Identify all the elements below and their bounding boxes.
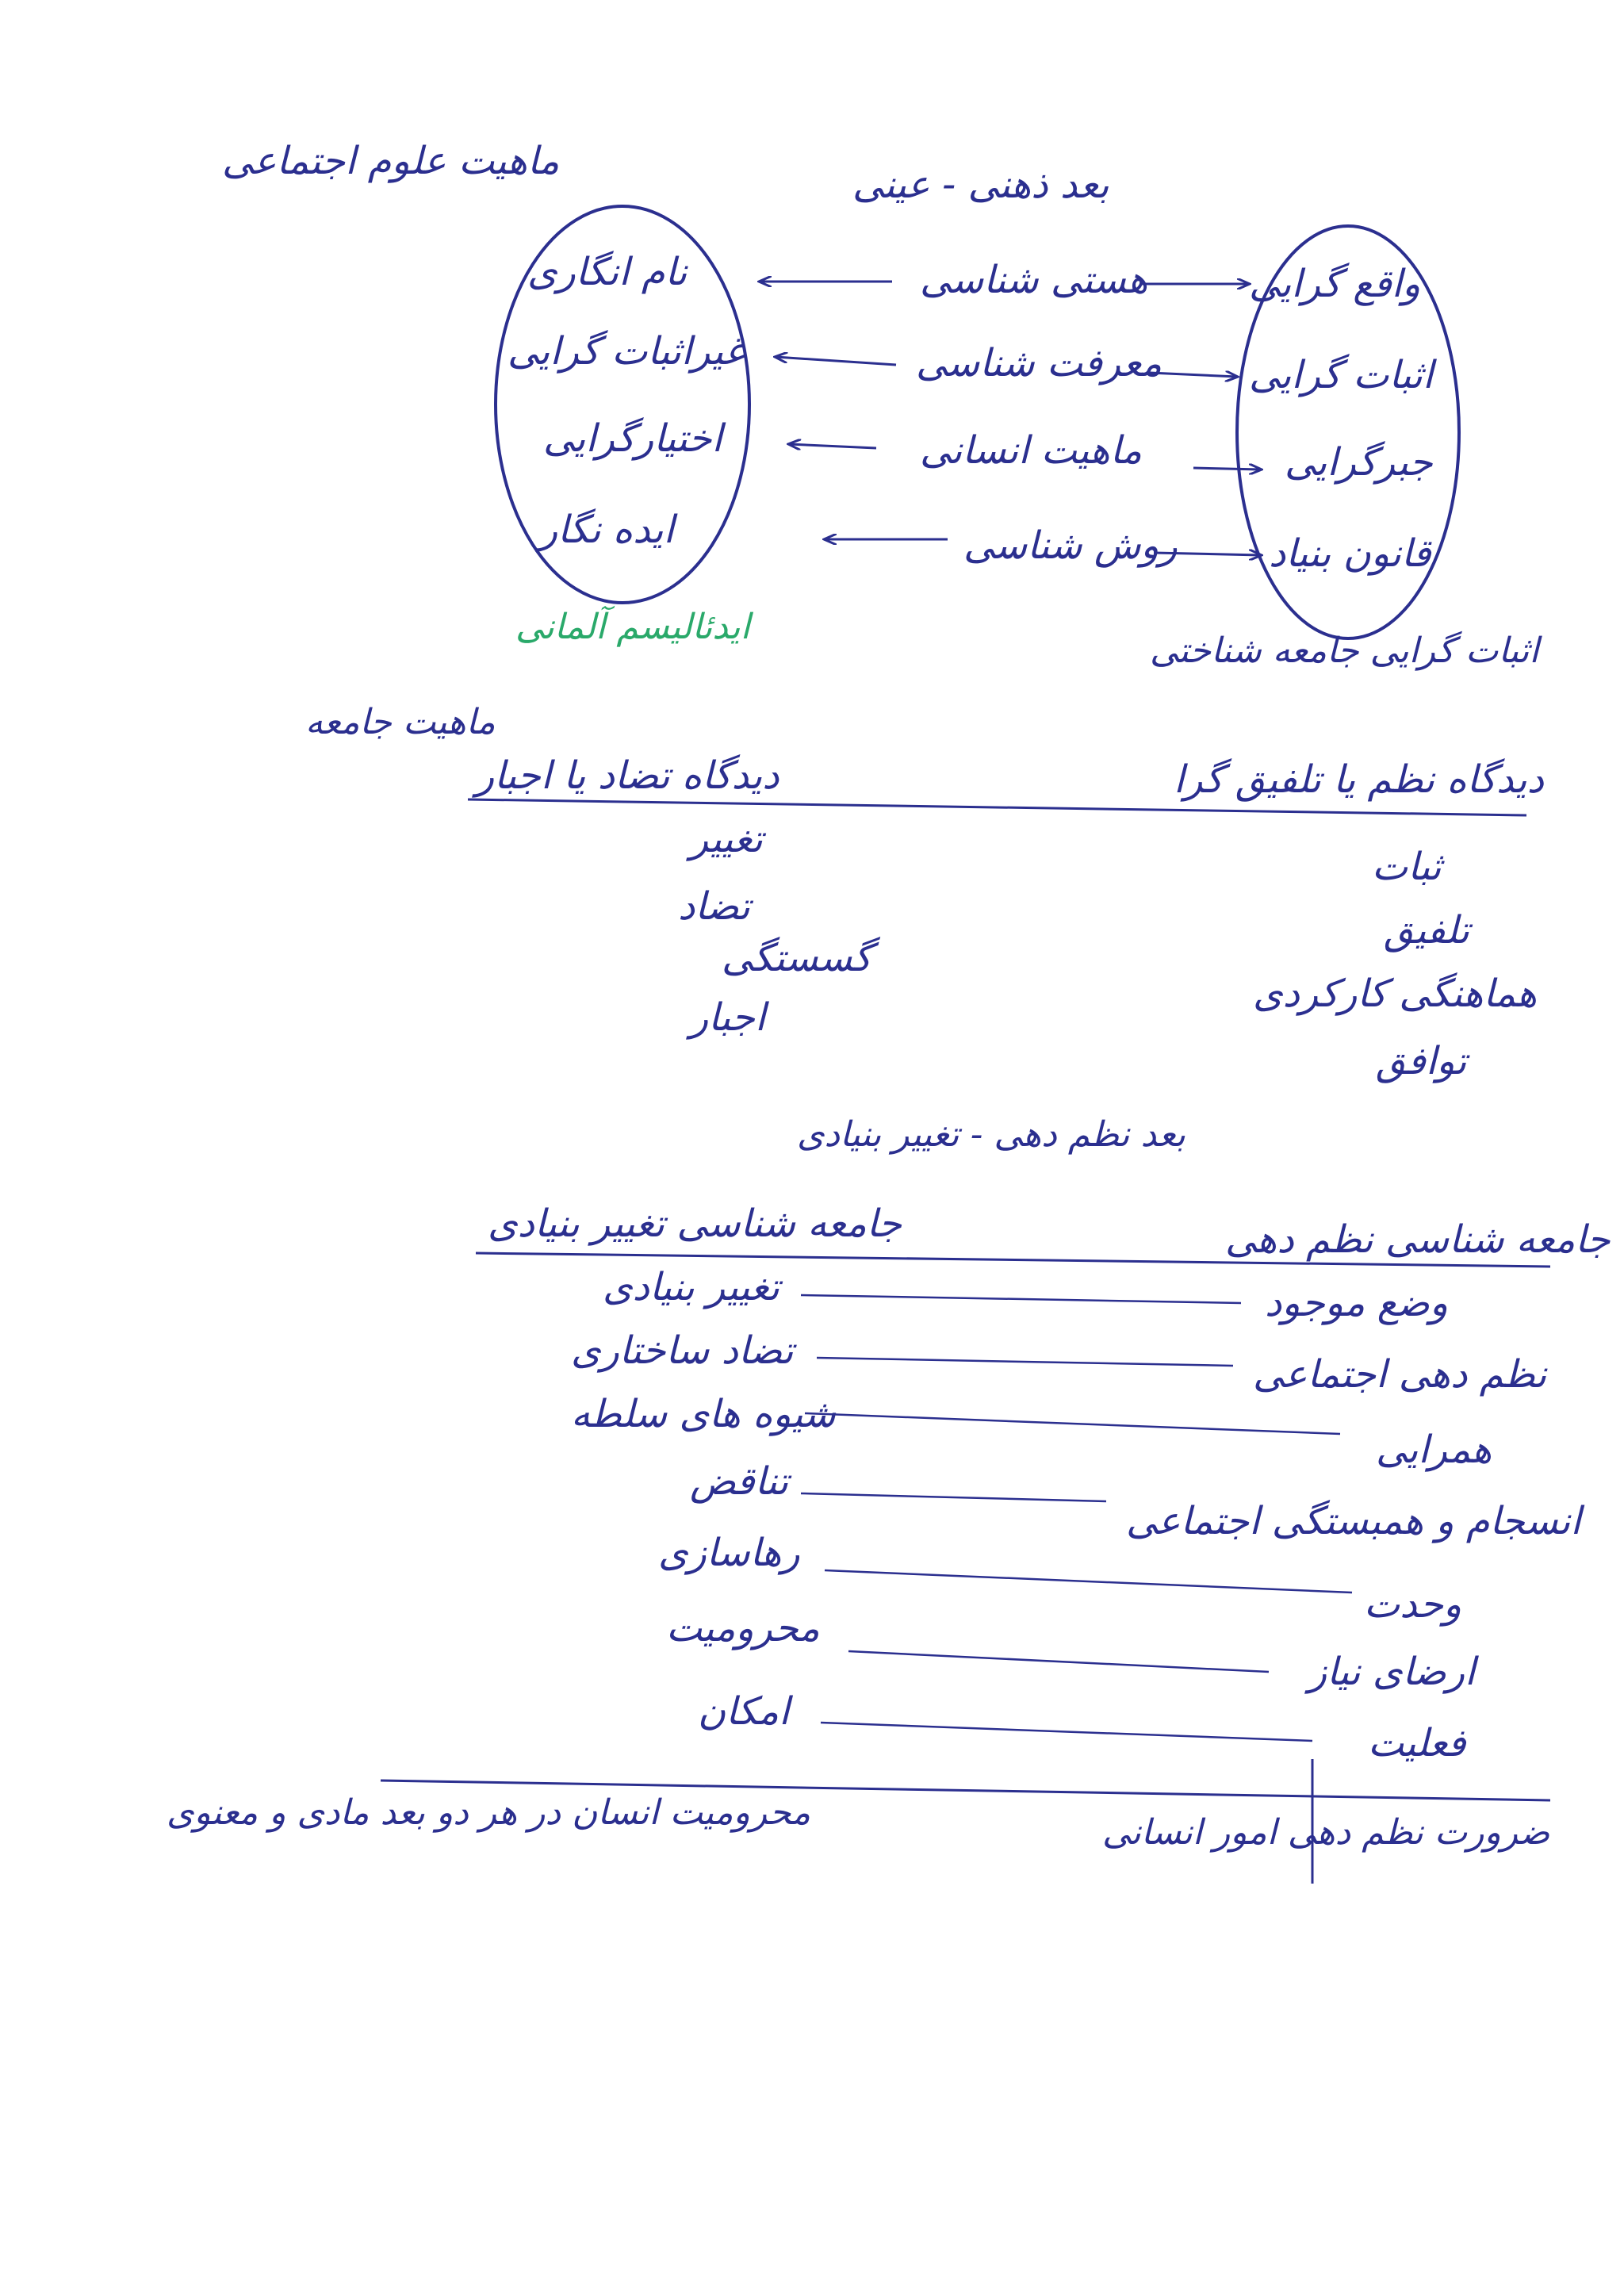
pair-line-1 (801, 1295, 1241, 1303)
left-item: نام انگاری (527, 250, 688, 294)
section3-right-header: جامعه شناسی نظم دهی (1225, 1217, 1611, 1262)
pair-line-3 (805, 1413, 1340, 1434)
arrow-3-right (1193, 468, 1261, 470)
right-item: اثبات گرایی (1249, 353, 1434, 397)
page-topic: ماهیت علوم اجتماعی (222, 139, 560, 183)
arrow-label: ماهیت انسانی (920, 428, 1143, 473)
dimension-title: بعد ذهنی - عینی (852, 163, 1109, 207)
section3-right-item: انسجام و همبستگی اجتماعی (1126, 1499, 1581, 1543)
left-item: اختیارگرایی (543, 416, 722, 461)
section2-rule (468, 799, 1526, 815)
arrow-3-left (789, 444, 876, 448)
arrow-2-right (1150, 373, 1237, 377)
arrow-label: روش شناسی (963, 523, 1178, 568)
pair-line-4 (801, 1493, 1106, 1501)
section3-left-item: تناقض (690, 1459, 789, 1504)
right-item: جبرگرایی (1285, 440, 1433, 485)
section2-right-item: توافق (1376, 1039, 1467, 1083)
section3-left-item: تضاد ساختاری (571, 1328, 794, 1373)
section3-left-item: رهاسازی (658, 1531, 800, 1575)
footer-right-note: ضرورت نظم دهی امور انسانی (1102, 1812, 1550, 1853)
pair-line-6 (848, 1651, 1269, 1672)
right-caption: اثبات گرایی جامعه شناختی (1150, 631, 1539, 671)
section3-right-item: وحدت (1364, 1582, 1462, 1627)
section3-left-item: تغییر بنیادی (603, 1265, 780, 1309)
section2-left-item: تغییر (690, 817, 763, 861)
section3-right-item: فعلیت (1368, 1721, 1466, 1765)
section3-right-item: ارضای نیاز (1308, 1650, 1476, 1694)
footer-left-note: محرومیت انسان در هر دو بعد مادی و معنوی (167, 1792, 811, 1833)
section2-right-item: تلفیق (1384, 908, 1470, 953)
arrow-label: معرفت شناسی (916, 341, 1162, 385)
pair-line-5 (825, 1570, 1352, 1593)
pair-line-2 (817, 1358, 1233, 1366)
section2-left-header: دیدگاه تضاد یا اجبار (476, 753, 779, 798)
section3-title: بعد نظم دهی - تغییر بنیادی (797, 1114, 1186, 1155)
section3-right-item: وضع موجود (1265, 1281, 1449, 1325)
pair-line-7 (821, 1723, 1312, 1741)
section3-left-header: جامعه شناسی تغییر بنیادی (488, 1202, 902, 1246)
arrow-2-left (776, 357, 896, 365)
section3-left-item: امکان (698, 1689, 790, 1734)
section2-right-item: ثبات (1372, 845, 1442, 889)
right-item: واقع گرایی (1249, 262, 1421, 306)
section2-left-item: تضاد (678, 884, 750, 929)
section3-left-item: محرومیت (666, 1606, 820, 1650)
section2-left-item: گسستگی (722, 936, 872, 980)
section3-right-item: نظم دهی اجتماعی (1253, 1352, 1547, 1397)
arrow-label: هستی شناسی (920, 258, 1148, 302)
section3-left-item: شیوه های سلطه (571, 1392, 836, 1436)
section2-right-header: دیدگاه نظم یا تلفیق گرا (1174, 757, 1544, 802)
section2-right-item: هماهنگی کارکردی (1253, 972, 1538, 1016)
left-item: ایده نگار (539, 508, 674, 552)
left-item: غیراثبات گرایی (508, 329, 745, 374)
section2-left-item: اجبار (690, 995, 766, 1040)
section2-title: ماهیت جامعه (305, 702, 496, 742)
section3-right-item: همرایی (1376, 1428, 1492, 1472)
left-caption: ایدئالیسم آلمانی (515, 607, 750, 647)
right-item: قانون بنیاد (1269, 531, 1431, 576)
